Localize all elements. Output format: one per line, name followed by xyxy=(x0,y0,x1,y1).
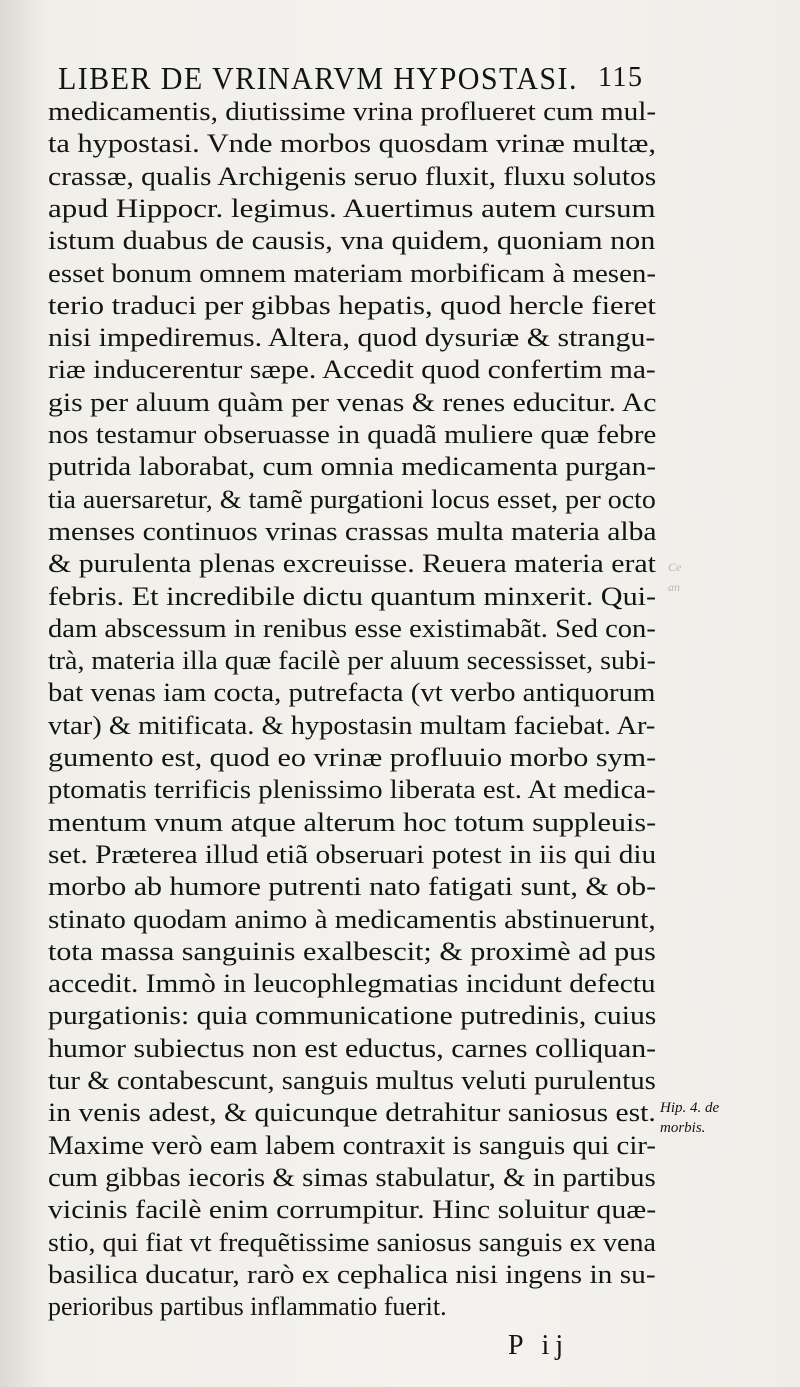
text-line: morbo ab humore putrenti nato fatigati sunt, & ob- xyxy=(48,872,657,902)
text-line: putrida laborabat, cum omnia medicamenta purgan- xyxy=(48,452,657,482)
text-line: humor subiectus non est eductus, carnes colliquan- xyxy=(48,1033,657,1063)
text-line: terio traduci per gibbas hepatis, quod hercle fieret xyxy=(48,290,656,320)
running-title: LIBER DE VRINARVM HYPOSTASI. xyxy=(58,60,578,96)
text-line: ta hypostasi. Vnde morbos quosdam vrinæ multæ, xyxy=(48,129,656,159)
text-line: & purulenta plenas excreuisse. Reuera materia erat xyxy=(48,549,656,579)
text-line: Maxime verò eam labem contraxit is sanguis qui cir- xyxy=(48,1130,656,1160)
text-line: febris. Et incredibile dictu quantum minxerit. Qui- xyxy=(48,581,657,611)
text-line: basilica ducatur, rarò ex cephalica nisi ingens in su- xyxy=(48,1259,656,1289)
running-header xyxy=(58,60,658,97)
text-line: stio, qui fiat vt frequẽtissime saniosus sanguis ex vena xyxy=(48,1227,656,1257)
text-line: nisi impediremus. Altera, quod dysuriæ & strangu- xyxy=(48,323,656,353)
text-line: istum duabus de causis, vna quidem, quoniam non xyxy=(48,226,656,256)
bleed-through-text: Ce xyxy=(668,560,682,574)
text-line: tur & contabescunt, sanguis multus veluti purulentus xyxy=(48,1066,656,1095)
text-line: esset bonum omnem materiam morbificam à mesen- xyxy=(48,258,657,288)
text-line: menses continuos vrinas crassas multa materia alba xyxy=(48,516,657,546)
text-line: in venis adest, & quicunque detrahitur saniosus est. xyxy=(48,1098,656,1128)
text-line: dam abscessum in renibus esse existimabãt. Sed con- xyxy=(48,613,656,643)
margin-note-line: morbis. xyxy=(660,1120,706,1136)
text-line: bat venas iam cocta, putrefacta (vt verbo antiquorum xyxy=(48,678,656,708)
bleed-through-text: an xyxy=(668,580,680,594)
text-line: purgationis: quia communicatione putredinis, cuius xyxy=(48,1001,657,1031)
text-line: vtar) & mitificata. & hypostasin multam faciebat. Ar- xyxy=(48,710,656,740)
page-number: 115 xyxy=(598,62,644,93)
text-line: apud Hippocr. legimus. Auertimus autem cursum xyxy=(48,193,656,223)
text-line: mentum vnum atque alterum hoc totum suppleuis- xyxy=(48,807,657,837)
text-line: accedit. Immò in leucophlegmatias incidunt defectu xyxy=(48,969,656,999)
text-line: cum gibbas iecoris & simas stabulatur, & in partibus xyxy=(48,1162,656,1192)
text-line: tia auersaretur, & tamẽ purgationi locus esset, per octo xyxy=(48,484,656,514)
text-line: nos testamur obseruasse in quadã muliere quæ febre xyxy=(48,420,657,449)
text-line: riæ inducerentur sæpe. Accedit quod confertim ma- xyxy=(48,355,656,385)
text-line: crassæ, qualis Archigenis seruo fluxit, fluxu solutos xyxy=(48,161,657,191)
text-line: set. Præterea illud etiã obseruari potest in iis qui diu xyxy=(48,839,657,869)
text-line: trà, materia illa quæ facilè per aluum secessisset, subi- xyxy=(48,646,656,676)
text-line: tota massa sanguinis exalbescit; & proximè ad pus xyxy=(48,936,656,966)
signature-mark: P ij xyxy=(508,1330,570,1361)
text-line: ptomatis terrificis plenissimo liberata est. At medica- xyxy=(48,775,656,805)
text-line: stinato quodam animo à medicamentis abstinuerunt, xyxy=(48,904,656,934)
text-line: gumento est, quod eo vrinæ profluuio morbo sym- xyxy=(48,743,657,772)
margin-note xyxy=(660,1098,770,1138)
text-line: medicamentis, diutissime vrina proflueret cum mul- xyxy=(48,97,657,126)
text-line: vicinis facilè enim corrumpitur. Hinc soluitur quæ- xyxy=(48,1195,657,1225)
text-line: perioribus partibus inflammatio fuerit. xyxy=(48,1292,447,1322)
text-line: gis per aluum quàm per venas & renes educitur. Ac xyxy=(48,387,657,417)
margin-note-line: Hip. 4. de xyxy=(660,1100,720,1116)
